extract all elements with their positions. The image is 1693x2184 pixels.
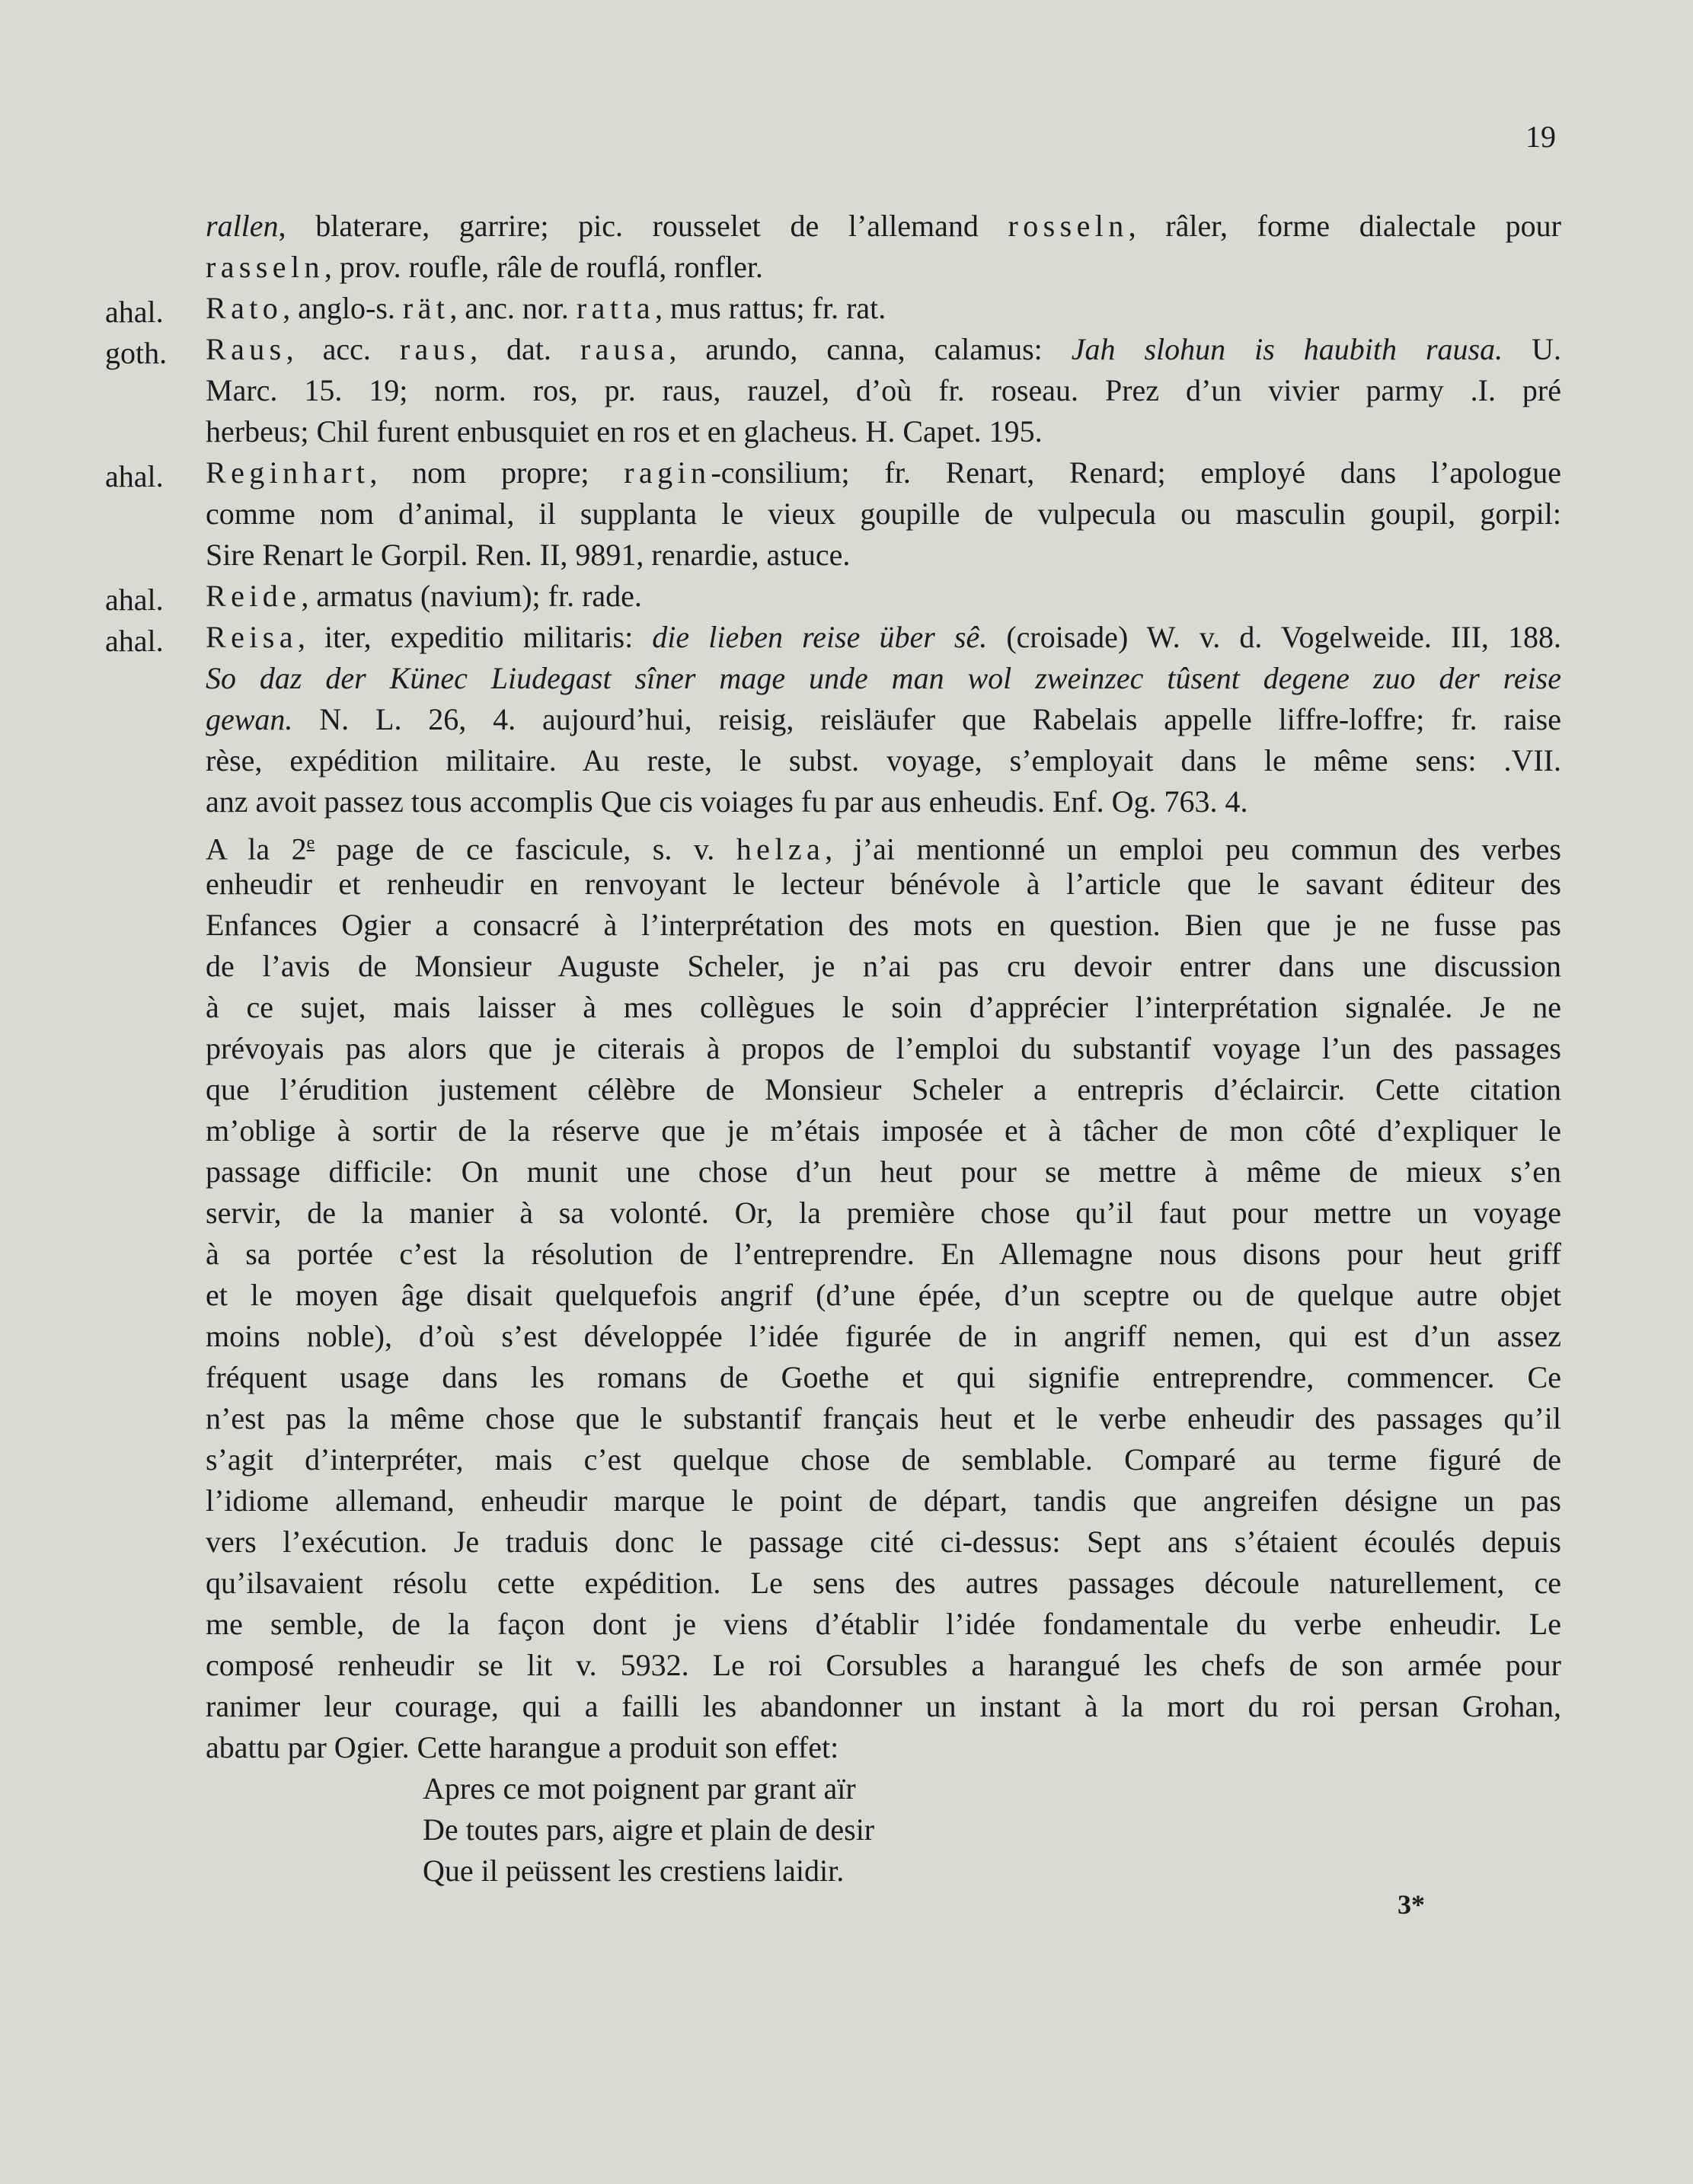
verse-line-3: Que il peüssent les crestiens laidir. (423, 1854, 845, 1888)
headword-rato: Rato (206, 291, 283, 325)
entry-reisa-line-1: Reisa, iter, expeditio militaris: die lieben reise über sê. (croisade) W. v. d. Vogelweide. III, 188. (206, 620, 1562, 654)
word-rosseln: rosseln (1008, 209, 1129, 243)
paragraph-line-1: A la 2e page de ce fascicule, s. v. helza, j’ai mentionné un emploi peu commun des verbes (206, 832, 1561, 867)
paragraph-line-9: passage difficile: On munit une chose d’un heut pour se mettre à même de mieux s’en (206, 1154, 1561, 1189)
paragraph-line-22: ranimer leur courage, qui a failli les abandonner un instant à la mort du roi persan Grohan, (206, 1689, 1561, 1723)
entry-reginhart-line-2: comme nom d’animal, il supplanta le vieux goupille de vulpecula ou masculin goupil, gorpil: (206, 497, 1561, 531)
paragraph-line-16: s’agit d’interpréter, mais c’est quelque chose de semblable. Comparé au terme figuré de (206, 1442, 1561, 1477)
paragraph-line-7: que l’érudition justement célèbre de Monsieur Scheler a entrepris d’éclaircir. Cette citation (206, 1072, 1561, 1106)
paragraph-line-2: enheudir et renheudir en renvoyant le lecteur bénévole à l’article que le savant éditeur des (206, 867, 1561, 901)
lang-label-reginhart: ahal. (105, 459, 164, 493)
entry-reginhart-line-3: Sire Renart le Gorpil. Ren. II, 9891, renardie, astuce. (206, 538, 851, 572)
paragraph-line-17: l’idiome allemand, enheudir marque le point de départ, tandis que angreifen désigne un pas (206, 1483, 1561, 1518)
entry-reide-line-1: Reide, armatus (navium); fr. rade. (206, 579, 642, 613)
headword-rallen: rallen (206, 209, 279, 243)
paragraph-line-23: abattu par Ogier. Cette harangue a produit son effet: (206, 1730, 839, 1764)
word-rasseln: rasseln (206, 250, 324, 284)
headword-reginhart: Reginhart (206, 455, 370, 490)
entry-reisa-line-3: gewan. N. L. 26, 4. aujourd’hui, reisig, reisläufer que Rabelais appelle liffre-loffre; fr. raise (206, 702, 1561, 736)
paragraph-line-6: prévoyais pas alors que je citerais à propos de l’emploi du substantif voyage l’un des passages (206, 1031, 1561, 1065)
paragraph-line-12: et le moyen âge disait quelquefois angrif (d’une épée, d’un sceptre ou de quelque autre objet (206, 1278, 1561, 1312)
entry-reisa-line-2: So daz der Künec Liudegast sîner mage unde man wol zweinzec tûsent degene zuo der reise (206, 661, 1561, 695)
headword-reide: Reide (206, 579, 302, 613)
page-number: 19 (1525, 120, 1556, 154)
paragraph-line-15: n’est pas la même chose que le substantif français heut et le verbe enheudir des passages qu’il (206, 1401, 1561, 1435)
entry-reginhart-line-1: Reginhart, nom propre; ragin-consilium; fr. Renart, Renard; employé dans l’apologue (206, 455, 1561, 490)
entry-raus-line-1: Raus, acc. raus, dat. rausa, arundo, canna, calamus: Jah slohun is haubith rausa. U. (206, 332, 1561, 366)
paragraph-line-10: servir, de la manier à sa volonté. Or, la première chose qu’il faut pour mettre un voyage (206, 1196, 1561, 1230)
paragraph-line-13: moins noble), d’où s’est développée l’idée figurée de in angriff nemen, qui est d’un assez (206, 1319, 1561, 1353)
paragraph-line-11: à sa portée c’est la résolution de l’entreprendre. En Allemagne nous disons pour heut griff (206, 1237, 1561, 1271)
paragraph-line-19: qu’ilsavaient résolu cette expédition. Le sens des autres passages découle naturellement, ce (206, 1566, 1561, 1600)
paragraph-line-3: Enfances Ogier a consacré à l’interprétation des mots en question. Bien que je ne fusse pas (206, 908, 1561, 942)
entry-rallen-line-1: rallen, blaterare, garrire; pic. rousselet de l’allemand rosseln, râler, forme dialectale pour (206, 209, 1561, 243)
lang-label-reide: ahal. (105, 583, 164, 617)
entry-reisa-line-5: anz avoit passez tous accomplis Que cis voiages fu par aus enheudis. Enf. Og. 763. 4. (206, 784, 1248, 819)
lang-label-reisa: ahal. (105, 624, 164, 658)
paragraph-line-20: me semble, de la façon dont je viens d’établir l’idée fondamentale du verbe enheudir. Le (206, 1607, 1561, 1641)
paragraph-line-8: m’oblige à sortir de la réserve que je m’étais imposée et à tâcher de mon côté d’expliquer le (206, 1113, 1561, 1148)
headword-reisa: Reisa (206, 620, 298, 654)
lang-label-raus: goth. (105, 336, 168, 370)
gothic-quote: Jah slohun is haubith rausa. (1071, 332, 1503, 366)
paragraph-line-5: à ce sujet, mais laisser à mes collègues le soin d’apprécier l’interprétation signalée. Je ne (206, 990, 1561, 1024)
entry-rallen-line-2: rasseln, prov. roufle, râle de rouflá, ronfler. (206, 250, 763, 284)
lang-label-rato: ahal. (105, 295, 164, 329)
signature-mark: 3* (1398, 1889, 1425, 1920)
verse-line-2: De toutes pars, aigre et plain de desir (423, 1812, 875, 1847)
paragraph-line-14: fréquent usage dans les romans de Goethe et qui signifie entreprendre, commencer. Ce (206, 1360, 1561, 1394)
entry-raus-line-2: Marc. 15. 19; norm. ros, pr. raus, rauzel, d’où fr. roseau. Prez d’un vivier parmy .I. pré (206, 373, 1561, 407)
entry-rato-line-1: Rato, anglo-s. rät, anc. nor. ratta, mus rattus; fr. rat. (206, 291, 886, 325)
paragraph-line-21: composé renheudir se lit v. 5932. Le roi Corsubles a harangué les chefs de son armée pour (206, 1648, 1561, 1682)
word-helza: helza (736, 832, 826, 867)
headword-raus: Raus (206, 332, 286, 366)
entry-raus-line-3: herbeus; Chil furent enbusquiet en ros et en glacheus. H. Capet. 195. (206, 414, 1043, 449)
paragraph-line-4: de l’avis de Monsieur Auguste Scheler, je n’ai pas cru devoir entrer dans une discussion (206, 949, 1561, 983)
paragraph-line-18: vers l’exécution. Je traduis donc le passage cité ci-dessus: Sept ans s’étaient écoulés depuis (206, 1525, 1561, 1559)
verse-line-1: Apres ce mot poignent par grant aïr (423, 1771, 856, 1806)
entry-reisa-line-4: rèse, expédition militaire. Au reste, le subst. voyage, s’employait dans le même sens: .VII. (206, 743, 1561, 777)
